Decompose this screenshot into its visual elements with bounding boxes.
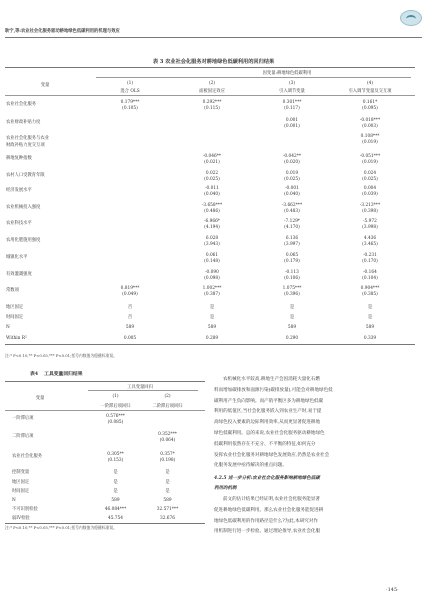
table3-se: (0.040) — [284, 192, 300, 197]
table3-coef: 0.108*** — [360, 134, 380, 139]
table4-fe-label: 弱IV检验 — [12, 516, 30, 521]
table3-row-label: 农业社会化服务与农业 — [6, 136, 49, 141]
table3-fe-value: 否 — [127, 315, 133, 320]
table3-row-label-cont: 财政补贴力度交互项 — [6, 143, 45, 148]
table3-row-label: 农业财政补贴力度 — [6, 120, 41, 125]
table3-col-method: 面板固定效应 — [199, 89, 225, 94]
table3-col-method: 引入调节变量及交互项 — [348, 89, 392, 94]
table4-fe-label: 地区固定 — [12, 480, 30, 485]
table3-se: (0.049) — [122, 292, 138, 297]
table3-fe-value: 是 — [209, 305, 215, 310]
body-line: 绿色低碳利用。总的来说,农业社会化服务驱动耕地绿色 — [214, 430, 325, 436]
table3-variable-header: 变量 — [40, 83, 50, 88]
table4-number: 表4 — [30, 371, 39, 377]
table3-coef: -0.018*** — [359, 118, 381, 123]
table4-fe-value: 是 — [165, 470, 170, 475]
table4-coef: 0.576*** — [106, 414, 125, 419]
table4-fe-value: 是 — [165, 480, 170, 485]
table3-coef: 0.179*** — [120, 100, 140, 105]
table4-fe-label: 不可识别检验 — [12, 507, 38, 512]
table3-se: (3.465) — [362, 242, 378, 247]
table3-coef: 0.819*** — [120, 286, 140, 291]
table4-col-number: (2) — [164, 394, 171, 399]
table3-se: (3.943) — [204, 242, 220, 247]
table3-fe-value: 589 — [365, 325, 375, 330]
table3-fe-value: 589 — [207, 325, 217, 330]
table3-se: (0.385) — [362, 292, 378, 297]
table3-row-label: 城镇化水平 — [6, 255, 28, 260]
table3-coef: -5.972 — [363, 219, 377, 224]
table3-se: (0.019) — [362, 160, 378, 165]
body-line: 化服务发展中亟待解决的重点问题。 — [214, 463, 287, 469]
table3-coef: 0.022 — [205, 171, 219, 176]
table3-se: (0.483) — [284, 209, 300, 214]
body-line: 发挥农业社会化服务对耕地绿色发展效应,仍然是农业社会 — [214, 452, 330, 458]
table3-se: (0.025) — [362, 177, 378, 182]
table3-coef: 0.019 — [285, 171, 299, 176]
table3-se: (0.170) — [362, 259, 378, 264]
table3-fe-value: 0.290 — [285, 336, 299, 341]
table3-se: (0.115) — [204, 106, 220, 111]
body-line: 地绿色低碳利用的作用路径是什么?为此,本研究对作 — [214, 518, 318, 524]
table3-fe-label: 时间固定 — [6, 315, 24, 320]
table3-row-label: 有效灌溉强度 — [6, 272, 32, 277]
table3-fe-value: 否 — [127, 305, 133, 310]
table4-se: (0.064) — [159, 438, 176, 443]
table3-se: (0.104) — [362, 276, 378, 281]
table3-coef: 0.061 — [205, 253, 219, 258]
table4-se: (0.198) — [159, 458, 176, 463]
body-line: 前文的估计结果已经证明,农业社会化服务能显著 — [223, 497, 320, 502]
table3-coef: 0.024 — [363, 171, 377, 176]
table4-fe-label: N — [12, 498, 16, 503]
table4-row-label: 二阶滞后项 — [12, 434, 34, 439]
table3-row-label: 农业社会化服务 — [6, 102, 37, 107]
table4-fe-value: 45.754 — [107, 516, 124, 521]
table3-se: (0.039) — [362, 192, 378, 197]
table3-note: 注:* P<0.10,** P<0.05,*** P<0.01;括号内数值为稳健标准误。 — [5, 353, 117, 358]
table3-coef: 1.075*** — [282, 286, 302, 291]
table4-fe-value: 32.676 — [159, 516, 176, 521]
table3-coef: 0.001 — [285, 118, 299, 123]
table3-row-label: 经济发展水平 — [6, 188, 32, 193]
table4-col-method: 二阶滞后项回归 — [152, 404, 183, 409]
table3-coef: 0.292*** — [202, 100, 222, 105]
table3-col-number: (2) — [208, 81, 216, 86]
table3-coef: 6.028 — [205, 236, 219, 241]
body-paragraph-1 — [214, 375, 422, 472]
table4-fe-value: 32.571*** — [156, 507, 179, 512]
section-heading-line: 利用的机制 — [214, 486, 237, 492]
table3-dep-header: 因变量:耕地绿色低碳利用 — [262, 71, 312, 76]
table3-coef: -3.213*** — [359, 203, 381, 208]
table3-coef: -0.046** — [202, 154, 222, 159]
table4-se: (0.085) — [107, 420, 124, 425]
table3-col-number: (1) — [126, 81, 134, 86]
table3-fe-value: 是 — [367, 305, 373, 310]
table3-se: (0.020) — [284, 160, 300, 165]
table3-col-number: (4) — [366, 81, 374, 86]
table4-note: 注:* P<0.10,** P<0.05,*** P<0.01;括号内数值为稳健标准误。 — [5, 525, 117, 530]
table3-fe-value: 589 — [125, 325, 135, 330]
table4-fe-value: 589 — [111, 498, 120, 503]
table4-row-label: 一阶滞后项 — [12, 416, 34, 421]
table3-coef: -3.658*** — [201, 203, 223, 208]
table3-col-method: 混合 OLS — [120, 89, 140, 94]
table3-col-method: 引入调节变量 — [279, 89, 305, 94]
table4-se: (0.153) — [107, 458, 124, 463]
table3-se: (0.025) — [204, 177, 220, 182]
table4-coef: 0.305** — [107, 452, 124, 457]
table3-se: (0.106) — [284, 276, 300, 281]
table3-coef: 0.004 — [363, 186, 377, 191]
table3-coef: 4.436 — [363, 236, 377, 241]
table4-fe-value: 是 — [113, 470, 118, 475]
table3-fe-value: 是 — [289, 315, 295, 320]
table3-fe-value: 是 — [367, 315, 373, 320]
table4-row-label: 农业社会化服务 — [12, 454, 43, 459]
table3-se: (0.179) — [284, 259, 300, 264]
table3-coef: 0.904*** — [360, 286, 380, 291]
table3-se: (0.117) — [284, 106, 300, 111]
table3-coef: -0.113 — [285, 270, 299, 275]
table3-fe-value: 0.289 — [205, 336, 219, 341]
table4-header-rule — [5, 410, 205, 411]
body-paragraph-2 — [214, 495, 422, 538]
table4-fe-value: 是 — [113, 489, 118, 494]
table4-col-number: (1) — [112, 394, 119, 399]
section-heading-line: 4.2.5 进一步分析:农业社会化服务影响耕地绿色低碳 — [214, 476, 320, 481]
table4-coef: 0.357* — [160, 452, 175, 457]
table4 — [0, 0, 212, 599]
section-heading-4-2-5 — [214, 474, 422, 495]
table3-se: (0.095) — [362, 106, 378, 111]
body-line: 用机制进行进一步检验。通过理论推导,农业社会化服 — [214, 529, 321, 535]
body-line: 料而增加碳排放和面源污染(碳排放量),可能会对耕地绿色低 — [214, 387, 333, 393]
table3-se: (0.003) — [362, 124, 378, 129]
table3-coef: 6.136 — [285, 236, 299, 241]
running-title: 耿宁,等:农业社会化服务驱动耕地绿色低碳利用的机理与效应 — [5, 29, 120, 34]
table3-coef: -6.966* — [204, 219, 220, 224]
body-line: 高绿色投入要素的边际利用效率,从而更显著促进耕地 — [214, 420, 321, 426]
table3-title: 表 3 农业社会化服务对耕地绿色低碳利用的回归结果 — [152, 59, 275, 65]
table3-coef: -0.090 — [205, 270, 219, 275]
table3-se: (0.040) — [204, 192, 220, 197]
table3-fe-value: 0.339 — [363, 336, 377, 341]
table3-coef: -7.129* — [284, 219, 300, 224]
table3-col-number: (3) — [288, 81, 296, 86]
body-line: 低碳利用依然存在不充分、不平衡的特征,如何充分 — [214, 441, 316, 447]
table4-fe-value: 589 — [163, 498, 172, 503]
table3-fe-label: 地区固定 — [6, 305, 24, 310]
table3-se: (0.486) — [204, 209, 220, 214]
table3-row-label: 常数项 — [6, 288, 19, 293]
body-line: 农机械化水平较高,耕地生产会因消耗大量化石燃 — [223, 377, 320, 382]
table3-fe-value: 589 — [287, 325, 297, 330]
table4-fe-value: 是 — [113, 480, 118, 485]
page-number: ·145· — [386, 587, 399, 593]
table4-col-method: 一阶滞后项回归 — [100, 404, 131, 409]
table3-fe-value: 0.005 — [123, 336, 137, 341]
table3-se: (0.019) — [362, 140, 378, 145]
table4-title-text: 工具变量回归结果 — [44, 371, 83, 377]
table3-coef: 0.301*** — [282, 100, 302, 105]
table3-coef: -0.231 — [363, 253, 377, 258]
table3-se: (0.148) — [204, 259, 220, 264]
table4-coef: 0.352*** — [158, 432, 177, 437]
table3-se: (0.025) — [284, 177, 300, 182]
body-line: 利用的低值区,当社会化服务嵌入到农业生产时,易于提 — [214, 409, 322, 415]
table3-se: (0.098) — [204, 276, 220, 281]
body-line: 促进耕地绿色低碳利用。那么农业社会化服务能促进耕 — [214, 507, 324, 513]
table3-coef: -0.011 — [205, 186, 219, 191]
table3-fe-label: N — [6, 325, 10, 330]
table3-coef: -0.051*** — [359, 154, 381, 159]
table4-fe-value: 是 — [165, 489, 170, 494]
table3-coef: -0.042** — [282, 154, 302, 159]
table3-fe-label: Within R² — [6, 336, 27, 341]
table3-se: (0.021) — [204, 160, 220, 165]
table3-fe-value: 是 — [289, 305, 295, 310]
table3-se: (4.194) — [204, 225, 220, 230]
table3-se: (0.398) — [362, 209, 378, 214]
table3-coef: 0.065 — [285, 253, 299, 258]
body-line: 碳利用产生负向影响。而产销平衡区多为耕地绿色低碳 — [214, 398, 324, 404]
table4-tool-header: 工具变量回归 — [127, 385, 153, 390]
table3-row-label: 农村人口受教育年限 — [6, 173, 45, 178]
table4-bottom-rule — [5, 523, 205, 524]
table3-row-label: 农用化肥施用强度 — [6, 238, 41, 243]
table3-coef: 1.002*** — [202, 286, 222, 291]
table4-fe-label: 时间固定 — [12, 489, 30, 494]
table3-se: (0.396) — [284, 292, 300, 297]
table3-se: (3.998) — [362, 225, 378, 230]
table3-se: (0.387) — [204, 292, 220, 297]
table3-row-label: 农业科技水平 — [6, 221, 32, 226]
table3-coef: 0.161* — [362, 100, 378, 105]
table4-tool-underline — [88, 390, 198, 391]
table3-coef: -3.662*** — [281, 203, 303, 208]
table3-se: (0.105) — [122, 106, 138, 111]
table3-se: (4.170) — [284, 225, 300, 230]
table3-row-label: 农业机械投入强度 — [6, 205, 41, 210]
table4-fe-value: 46.084*** — [104, 507, 127, 512]
table3-se: (3.997) — [284, 242, 300, 247]
table4-fe-label: 控制变量 — [12, 470, 30, 475]
table3-coef: -0.164 — [363, 270, 377, 275]
table4-variable-header: 变量 — [35, 396, 45, 401]
table3-fe-value: 是 — [209, 315, 215, 320]
table3-coef: -0.001 — [285, 186, 299, 191]
table3-se: (0.001) — [284, 124, 300, 129]
table3-row-label: 耕地复种指数 — [6, 156, 32, 161]
